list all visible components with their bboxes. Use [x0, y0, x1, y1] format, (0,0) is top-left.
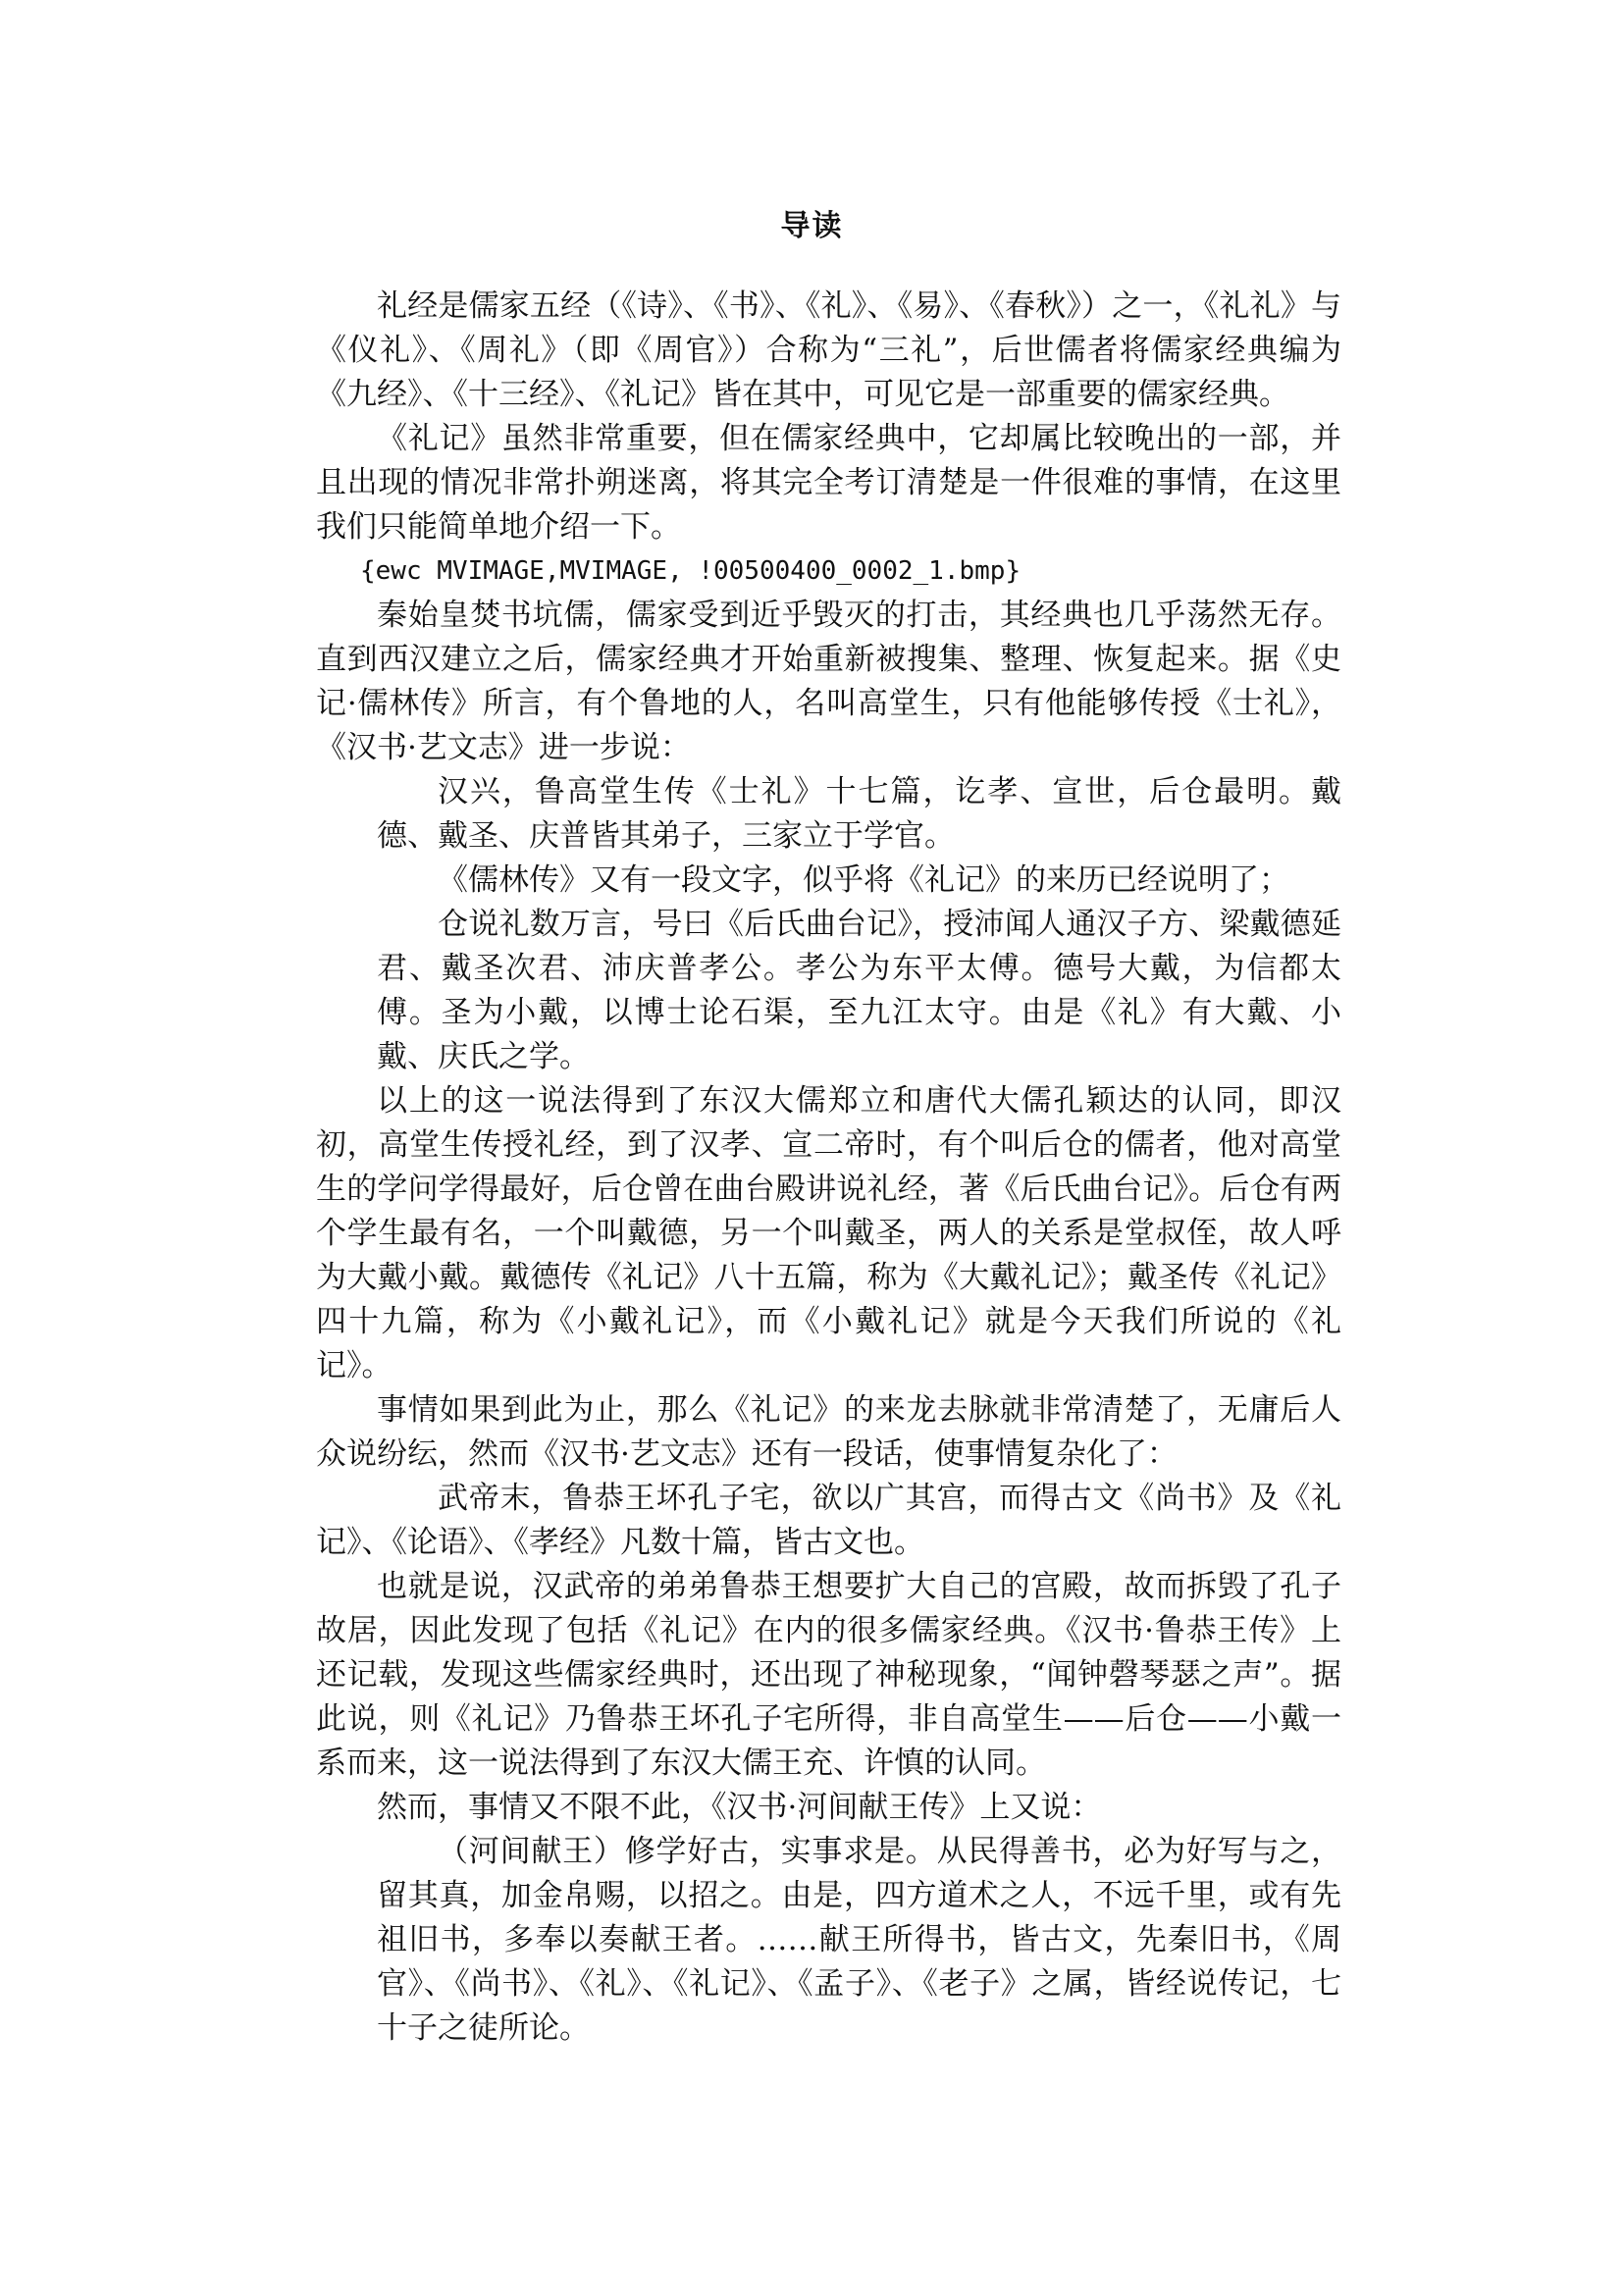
- paragraph: 秦始皇焚书坑儒，儒家受到近乎毁灭的打击，其经典也几乎荡然无存。直到西汉建立之后，儒家经典才开始重新被搜集、整理、恢复起来。据《史记·儒林传》所言，有个鲁地的人，名叫高堂生，只有他能够传授《士礼》，《汉书·艺文志》进一步说：: [316, 598, 1341, 765]
- block-quote: 仓说礼数万言，号曰《后氏曲台记》，授沛闻人通汉子方、梁戴德延君、戴圣次君、沛庆普孝公。孝公为东平太傅。德号大戴，为信都太傅。圣为小戴，以博士论石渠，至九江太守。由是《礼》有大戴、小戴、庆氏之学。: [377, 907, 1341, 1074]
- image-placeholder-code: {ewc MVIMAGE,MVIMAGE, !00500400_0002_1.bmp}: [360, 556, 1022, 586]
- document-body: [316, 285, 1341, 2051]
- block-quote: 武帝末，鲁恭王坏孔子宅，欲以广其宫，而得古文《尚书》及《礼记》、《论语》、《孝经》凡数十篇，皆古文也。: [316, 1481, 1341, 1560]
- paragraph: 事情如果到此为止，那么《礼记》的来龙去脉就非常清楚了，无庸后人众说纷纭，然而《汉书·艺文志》还有一段话，使事情复杂化了：: [316, 1392, 1341, 1472]
- paragraph: 礼经是儒家五经（《诗》、《书》、《礼》、《易》、《春秋》）之一，《礼礼》与《仪礼》、《周礼》（即《周官》）合称为“三礼”，后世儒者将儒家经典编为《九经》、《十三经》、《礼记》皆在其中，可见它是一部重要的儒家经典。: [316, 288, 1341, 412]
- paragraph: 以上的这一说法得到了东汉大儒郑立和唐代大儒孔颖达的认同，即汉初，高堂生传授礼经，到了汉孝、宣二帝时，有个叫后仓的儒者，他对高堂生的学问学得最好，后仓曾在曲台殿讲说礼经，著《后氏曲台记》。后仓有两个学生最有名，一个叫戴德，另一个叫戴圣，两人的关系是堂叔侄，故人呼为大戴小戴。戴德传《礼记》八十五篇，称为《大戴礼记》；戴圣传《礼记》四十九篇，称为《小戴礼记》，而《小戴礼记》就是今天我们所说的《礼记》。: [316, 1083, 1341, 1383]
- block-quote: （河间献王）修学好古，实事求是。从民得善书，必为好写与之，留其真，加金帛赐，以招之。由是，四方道术之人，不远千里，或有先祖旧书，多奉以奏献王者。……献王所得书，皆古文，先秦旧书，《周官》、《尚书》、《礼》、《礼记》、《孟子》、《老子》之属，皆经说传记，七十子之徒所论。: [377, 1834, 1341, 2046]
- paragraph: 也就是说，汉武帝的弟弟鲁恭王想要扩大自己的宫殿，故而拆毁了孔子故居，因此发现了包括《礼记》在内的很多儒家经典。《汉书·鲁恭王传》上还记载，发现这些儒家经典时，还出现了神秘现象，“闻钟磬琴瑟之声”。据此说，则《礼记》乃鲁恭王坏孔子宅所得，非自高堂生——后仓——小戴一系而来，这一说法得到了东汉大儒王充、许慎的认同。: [316, 1569, 1341, 1781]
- block-quote: 汉兴，鲁高堂生传《士礼》十七篇，讫孝、宣世，后仓最明。戴德、戴圣、庆普皆其弟子，三家立于学官。: [377, 774, 1341, 854]
- paragraph: 《儒林传》又有一段文字，似乎将《礼记》的来历已经说明了；: [438, 862, 1289, 898]
- paragraph: 《礼记》虽然非常重要，但在儒家经典中，它却属比较晚出的一部，并且出现的情况非常扑朔迷离，将其完全考订清楚是一件很难的事情，在这里我们只能简单地介绍一下。: [316, 421, 1341, 545]
- page-title: 导读: [780, 209, 844, 243]
- paragraph: 然而，事情又不限不此，《汉书·河间献王传》上又说：: [377, 1790, 1102, 1825]
